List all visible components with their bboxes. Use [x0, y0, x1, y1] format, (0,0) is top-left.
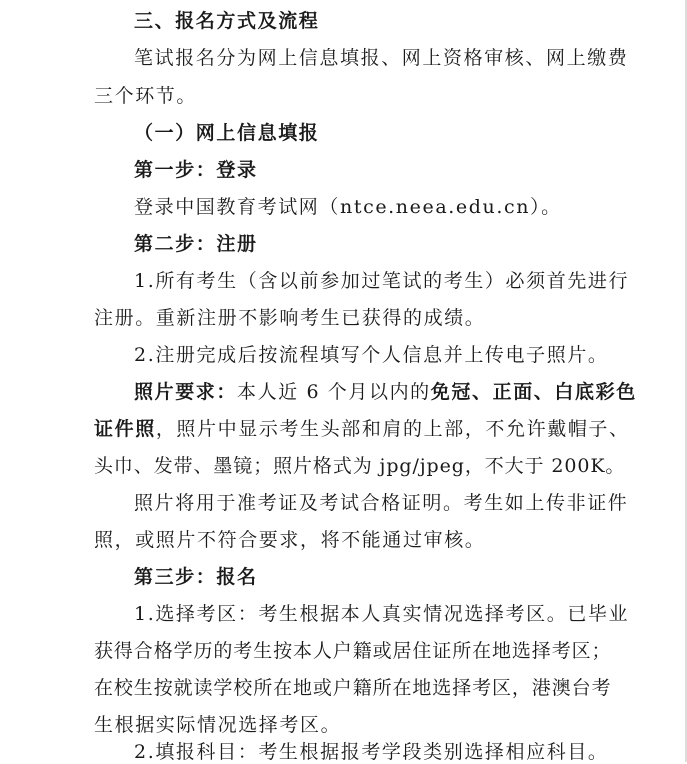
photo-requirement-line-2: [94, 417, 630, 441]
step2-item2: 2.注册完成后按流程填写个人信息并上传电子照片。: [134, 344, 609, 366]
photo-requirement-emphasis: 免冠、正面、白底彩色: [430, 381, 637, 403]
step3-item1-line-4: 生根据实际情况选择考区。: [94, 714, 342, 736]
photo-requirement-line-3: 头巾、发带、墨镜；照片格式为 jpg/jpeg，不大于 200K。: [94, 455, 626, 477]
subsection-title: （一）网上信息填报: [134, 122, 320, 144]
step3-item1-line-1: 1.选择考区：考生根据本人真实情况选择考区。已毕业: [134, 603, 630, 625]
step1-title: 第一步：登录: [134, 159, 258, 181]
step2-title: 第二步：注册: [134, 233, 258, 255]
section-title: 三、报名方式及流程: [134, 10, 320, 32]
step1-text: 登录中国教育考试网（ntce.neea.edu.cn）。: [134, 196, 562, 218]
photo-requirement-detail: ，照片中显示考生头部和肩的上部，不允许戴帽子、: [155, 418, 630, 440]
photo-usage-line-1: 照片将用于准考证及考试合格证明。考生如上传非证件: [134, 492, 629, 514]
intro-line-1: 笔试报名分为网上信息填报、网上资格审核、网上缴费: [134, 47, 629, 69]
photo-usage-line-2: 照，或照片不符合要求，将不能通过审核。: [94, 529, 486, 551]
photo-requirement-label: 照片要求：: [134, 381, 238, 403]
step3-item2: 2.填报科目：考生根据报考学段类别选择相应科目。: [134, 741, 609, 763]
photo-requirement-text: 本人近 6 个月以内的: [237, 381, 431, 403]
step3-title: 第三步：报名: [134, 566, 258, 588]
step3-item1-line-3: 在校生按就读学校所在地或户籍所在地选择考区，港澳台考: [94, 677, 612, 699]
photo-requirement-line-1: [134, 380, 637, 404]
step3-item1-line-2: 获得合格学历的考生按本人户籍或居住证所在地选择考区；: [94, 640, 612, 662]
step2-item1-line-1: 1.所有考生（含以前参加过笔试的考生）必须首先进行: [134, 270, 630, 292]
intro-line-2: 三个环节。: [94, 85, 198, 107]
step2-item1-line-2: 注册。重新注册不影响考生已获得的成绩。: [94, 307, 486, 329]
photo-requirement-id-photo: 证件照: [94, 418, 156, 440]
